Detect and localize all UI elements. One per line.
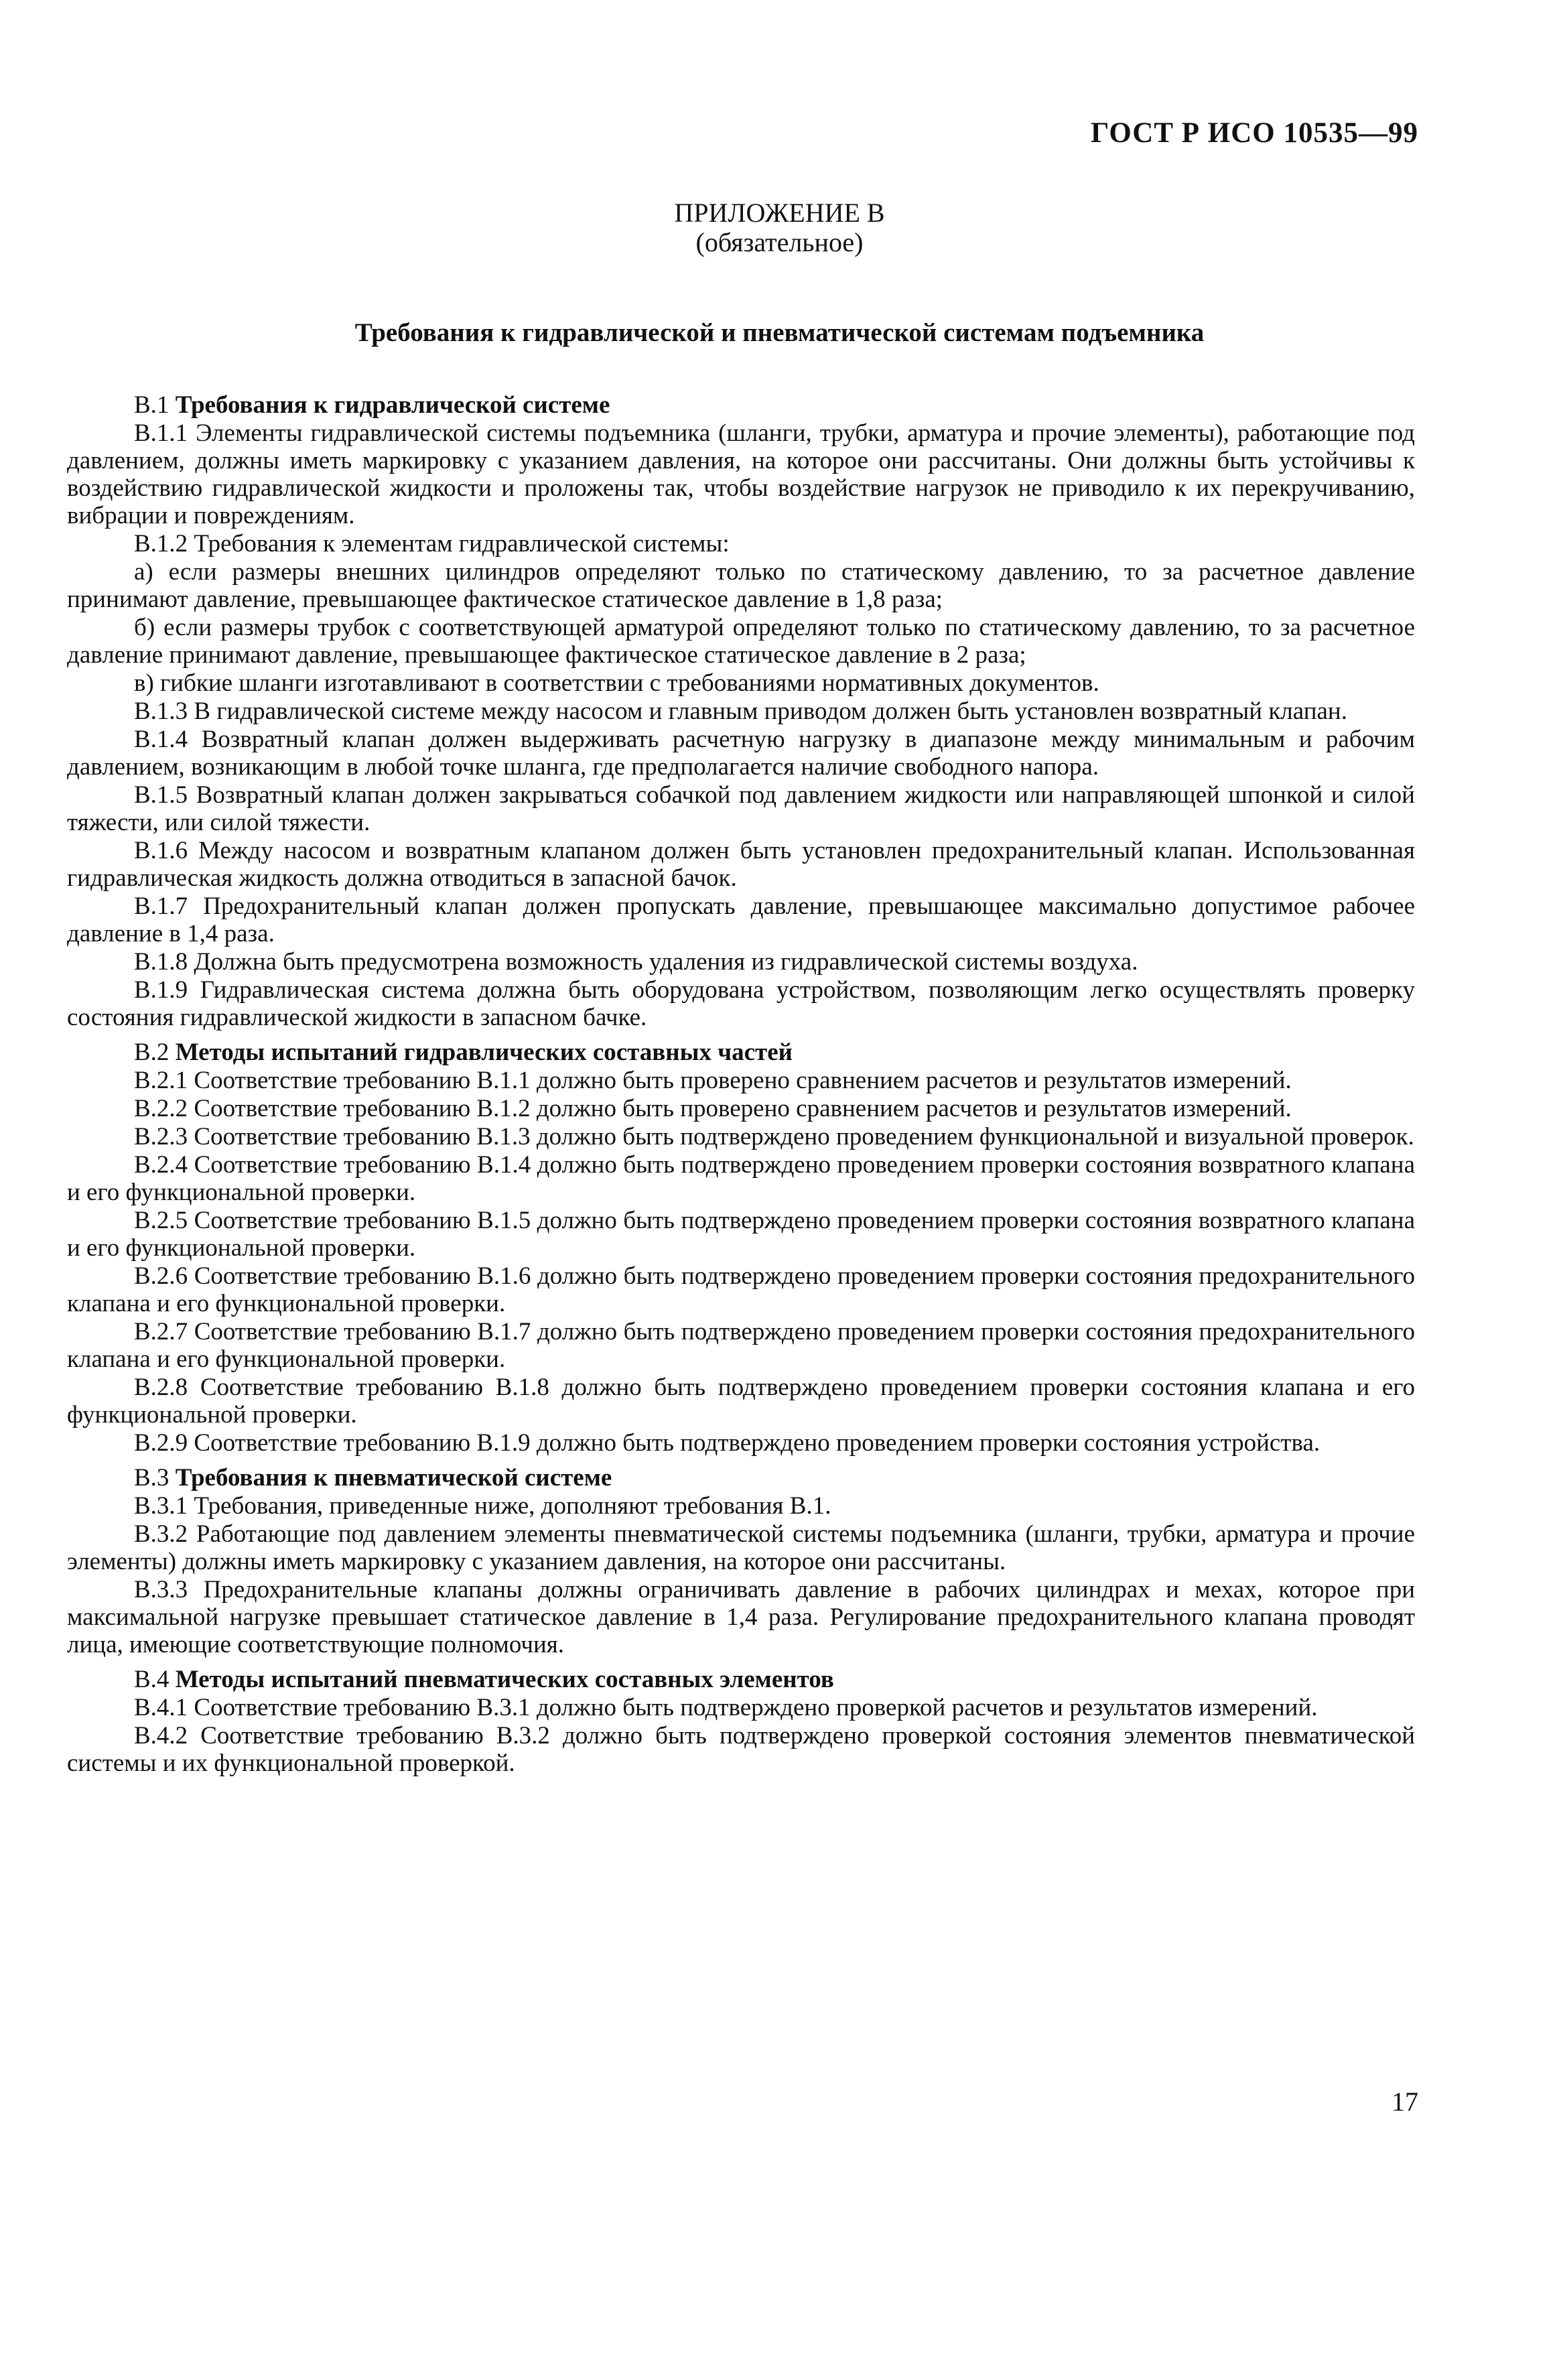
paragraph: В.4.2 Соответствие требованию В.3.2 должно быть подтверждено проверкой состояния элементов пневматической системы и их функциональной проверкой. [67, 1722, 1415, 1777]
section-title: Требования к пневматической системе [175, 1464, 612, 1492]
paragraph: В.1.2 Требования к элементам гидравлической системы: [134, 530, 730, 557]
section-title: Методы испытаний гидравлических составных частей [175, 1039, 793, 1066]
section-number: В.2 [134, 1039, 170, 1066]
paragraph: В.1.3 В гидравлической системе между насосом и главным приводом должен быть установлен возвратный клапан. [134, 698, 1347, 725]
paragraph: В.2.8 Соответствие требованию В.1.8 должно быть подтверждено проведением проверки состояния клапана и его функциональной проверки. [67, 1374, 1415, 1429]
list-item: в) гибкие шланги изготавливают в соответствии с требованиями нормативных документов. [134, 669, 1099, 697]
section-number: В.1 [134, 391, 170, 419]
section-number: В.4 [134, 1666, 170, 1693]
section-heading [67, 1666, 1415, 1693]
paragraph: В.2.5 Соответствие требованию В.1.5 должно быть подтверждено проведением проверки состояния возвратного клапана и его функциональной проверки. [67, 1207, 1415, 1262]
paragraph: В.3.3 Предохранительные клапаны должны ограничивать давление в рабочих цилиндрах и мехах, которое при максимальной нагрузке превышает статическое давление в 1,4 раза. Регулирование предохранительного клапана проводят лица, имеющие соответствующие полномочия. [67, 1576, 1415, 1658]
section-title: Требования к гидравлической системе [175, 391, 610, 419]
paragraph: В.1.4 Возвратный клапан должен выдерживать расчетную нагрузку в диапазоне между минимальным и рабочим давлением, возникающим в любой точке шланга, где предполагается наличие свободного напора. [67, 726, 1415, 781]
paragraph: В.2.9 Соответствие требованию В.1.9 должно быть подтверждено проведением проверки состояния устройства. [134, 1429, 1320, 1457]
paragraph: В.2.6 Соответствие требованию В.1.6 должно быть подтверждено проведением проверки состояния предохранительного клапана и его функциональной проверки. [67, 1262, 1415, 1317]
paragraph: В.4.1 Соответствие требованию В.3.1 должно быть подтверждено проверкой расчетов и результатов измерений. [134, 1694, 1318, 1721]
paragraph: В.1.6 Между насосом и возвратным клапаном должен быть установлен предохранительный клапан. Использованная гидравлическая жидкость должна отводиться в запасной бачок. [67, 837, 1415, 892]
section-title: Методы испытаний пневматических составных элементов [175, 1666, 834, 1693]
paragraph: В.1.7 Предохранительный клапан должен пропускать давление, превышающее максимально допустимое рабочее давление в 1,4 раза. [67, 892, 1415, 947]
paragraph: В.2.3 Соответствие требованию В.1.3 должно быть подтверждено проведением функциональной и визуальной проверок. [134, 1123, 1414, 1150]
document-body [67, 384, 1415, 1778]
paragraph: В.3.2 Работающие под давлением элементы пневматической системы подъемника (шланги, трубки, арматура и прочие элементы) должны иметь маркировку с указанием давления, на которое они рассчитаны. [67, 1520, 1415, 1575]
appendix-title: ПРИЛОЖЕНИЕ В [674, 198, 885, 228]
document-code: ГОСТ Р ИСО 10535—99 [1091, 117, 1418, 149]
list-item: а) если размеры внешних цилиндров определяют только по статическому давлению, то за расчетное давление принимают давление, превышающее фактическое статическое давление в 1,8 раза; [67, 558, 1415, 613]
section-heading [67, 391, 1415, 419]
paragraph: В.1.9 Гидравлическая система должна быть оборудована устройством, позволяющим легко осуществлять проверку состояния гидравлической жидкости в запасном бачке. [67, 976, 1415, 1031]
section-heading [67, 1039, 1415, 1066]
paragraph: В.3.1 Требования, приведенные ниже, дополняют требования В.1. [134, 1492, 831, 1520]
section-heading [67, 1464, 1415, 1492]
paragraph: В.2.1 Соответствие требованию В.1.1 должно быть проверено сравнением расчетов и результатов измерений. [134, 1067, 1292, 1094]
paragraph: В.1.1 Элементы гидравлической системы подъемника (шланги, трубки, арматура и прочие элементы), работающие под давлением, должны иметь маркировку с указанием давления, на которое они рассчитаны. Они должны быть устойчивы к воздействию гидравлической жидкости и проложены так, чтобы воздействие нагрузок не приводило к их перекручиванию, вибрации и повреждениям. [67, 419, 1415, 529]
appendix-header [0, 198, 1559, 257]
paragraph: В.2.4 Соответствие требованию В.1.4 должно быть подтверждено проведением проверки состояния возвратного клапана и его функциональной проверки. [67, 1151, 1415, 1206]
paragraph: В.2.7 Соответствие требованию В.1.7 должно быть подтверждено проведением проверки состояния предохранительного клапана и его функциональной проверки. [67, 1318, 1415, 1373]
page-number: 17 [1392, 2087, 1418, 2117]
section-number: В.3 [134, 1464, 170, 1492]
paragraph: В.1.8 Должна быть предусмотрена возможность удаления из гидравлической системы воздуха. [134, 948, 1138, 976]
annex-title: Требования к гидравлической и пневматической системам подъемника [354, 318, 1205, 347]
list-item: б) если размеры трубок с соответствующей арматурой определяют только по статическому давлению, то за расчетное давление принимают давление, превышающее фактическое статическое давление в 2 раза; [67, 614, 1415, 669]
paragraph: В.1.5 Возвратный клапан должен закрываться собачкой под давлением жидкости или направляющей шпонкой и силой тяжести, или силой тяжести. [67, 781, 1415, 836]
appendix-status: (обязательное) [695, 227, 864, 257]
paragraph: В.2.2 Соответствие требованию В.1.2 должно быть проверено сравнением расчетов и результатов измерений. [134, 1095, 1292, 1122]
